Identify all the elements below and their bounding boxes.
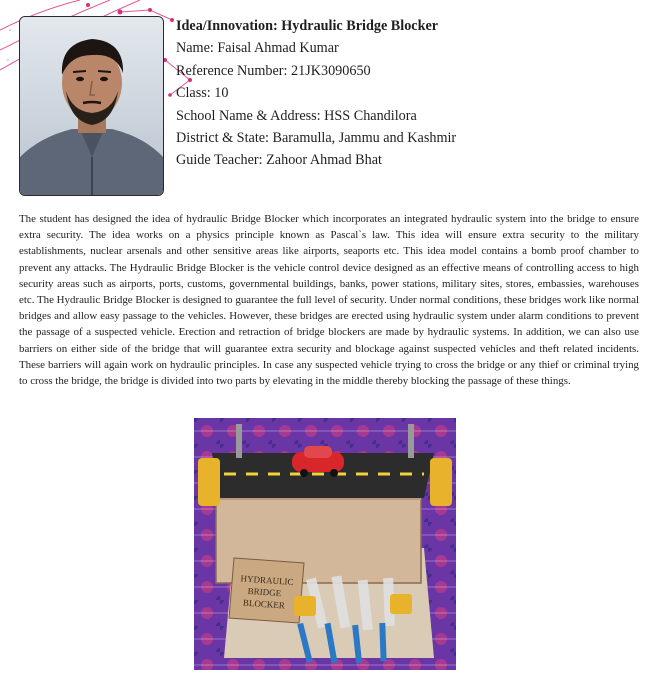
- svg-text:BLOCKER: BLOCKER: [242, 597, 286, 611]
- svg-text:HYDRAULIC: HYDRAULIC: [240, 573, 294, 588]
- class: Class: 10: [176, 85, 229, 102]
- svg-text:BRIDGE: BRIDGE: [247, 585, 282, 599]
- district-state: District & State: Baramulla, Jammu and Kashmir: [176, 130, 457, 147]
- student-photo: [19, 16, 164, 196]
- student-info: [176, 15, 646, 172]
- student-name: Name: Faisal Ahmad Kumar: [176, 40, 339, 57]
- reference-number: Reference Number: 21JK3090650: [176, 62, 371, 79]
- description-paragraph: The student has designed the idea of hydraulic Bridge Blocker which incorporates an integrated hydraulic system into the bridge to ensure extra security. The idea works on a physics principle known as Pascal`s law. This idea will ensure extra security to the military establishments, nuclear arsenals and other sensitive areas like airports, seaports etc. This idea model contains a bomb proof chamber to prevent any attacks. The Hydraulic Bridge Blocker is the vehicle control device designed as an effective means of controlling access to high security areas such as airports, ports, customs, governmental buildings, banks, power stations, military sites, stores, embassies, warehouses etc. The Hydraulic Bridge Blocker is designed to guarantee the full level of security. Under normal conditions, these bridges work like normal bridges and allow easy passage to the vehicles. However, these bridges are erected using hydraulic system under alarm conditions to prevent the passage of a suspected vehicle. Erection and retraction of bridge blockers are made by hydraulic systems. In addition, we can also use barriers on either side of the bridge that will guarantee extra security and blockage against suspected vehicles and theft related incidents. These barriers will again work on hydraulic principles. In case any suspected vehicle trying to cross the bridge or any thief or criminal trying to cross the bridge, the bridge is divided into two parts by elevating in the middle thereby blocking the passage of these things.: [19, 213, 639, 388]
- school-address: School Name & Address: HSS Chandilora: [176, 107, 417, 124]
- idea-title: Idea/Innovation: Hydraulic Bridge Blocker: [176, 18, 439, 34]
- guide-teacher: Guide Teacher: Zahoor Ahmad Bhat: [176, 152, 382, 169]
- model-photo: [194, 418, 456, 670]
